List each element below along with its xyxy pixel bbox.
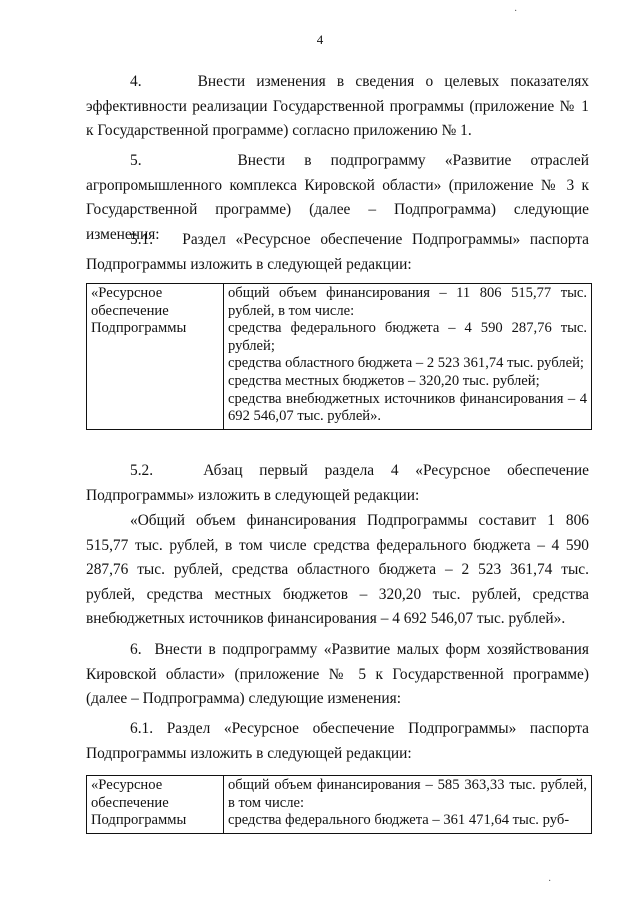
paragraph-5-1: 5.1. Раздел «Ресурсное обеспечение Подпрограммы» паспорта Подпрограммы изложить в следующей редакции:: [86, 231, 589, 273]
table-label-cell: «Ресурсное обеспечение Подпрограммы: [87, 776, 224, 834]
paragraph-6-1: 6.1. Раздел «Ресурсное обеспечение Подпрограммы» паспорта Подпрограммы изложить в следующей редакции:: [86, 720, 589, 762]
paragraph-6: 6. Внести в подпрограмму «Развитие малых форм хозяйствования Кировской области» (приложение № 5 к Государственной программе) (далее – Подпрограмма) следующие изменения:: [86, 641, 589, 707]
resource-table-1: [86, 283, 592, 430]
table-value-cell: [224, 284, 592, 430]
table-label-cell: «Ресурсное обеспечение Подпрограммы: [87, 284, 224, 430]
paragraph-4: 4. Внести изменения в сведения о целевых показателях эффективности реализации Государственной программы (приложение № 1 к Государственной программе) согласно приложению № 1.: [86, 73, 589, 139]
paragraph-5: 5. Внести в подпрограмму «Развитие отраслей агропромышленного комплекса Кировской области» (приложение № 3 к Государственной программе) (далее – Подпрограмма) следующие изменения:: [86, 152, 589, 243]
table-row: [87, 776, 592, 834]
scan-dot: ·: [548, 876, 552, 887]
table-line: средства местных бюджетов – 320,20 тыс. рублей;: [228, 372, 540, 389]
table-line: общий объем финансирования – 585 363,33 тыс. рублей, в том числе:: [228, 777, 587, 811]
table-line: средства внебюджетных источников финансирования – 4 692 546,07 тыс. рублей».: [228, 390, 587, 425]
table-line: средства федерального бюджета – 4 590 287,76 тыс. рублей;: [228, 320, 587, 354]
resource-table-2: [86, 775, 592, 834]
paragraph-5-2: 5.2. Абзац первый раздела 4 «Ресурсное обеспечение Подпрограммы» изложить в следующей редакции:: [86, 462, 589, 504]
table-row: [87, 284, 592, 430]
table-value-cell: [224, 776, 592, 834]
paragraph-5-2-quote: «Общий объем финансирования Подпрограммы составит 1 806 515,77 тыс. рублей, в том числе средства федерального бюджета – 4 590 287,76 тыс. рублей, средства областного бюджета – 2 523 361,74 тыс. рублей, средства местных бюджетов – 320,20 тыс. рублей, средства внебюджетных источников финансирования – 4 692 546,07 тыс. рублей».: [86, 512, 589, 627]
scan-dot: ·: [514, 6, 518, 17]
table-line: средства областного бюджета – 2 523 361,74 тыс. рублей;: [228, 355, 584, 372]
page-number: 4: [316, 32, 324, 47]
table-line: средства федерального бюджета – 361 471,64 тыс. руб-: [228, 812, 570, 829]
table-line: общий объем финансирования – 11 806 515,77 тыс. рублей, в том числе:: [228, 285, 587, 319]
